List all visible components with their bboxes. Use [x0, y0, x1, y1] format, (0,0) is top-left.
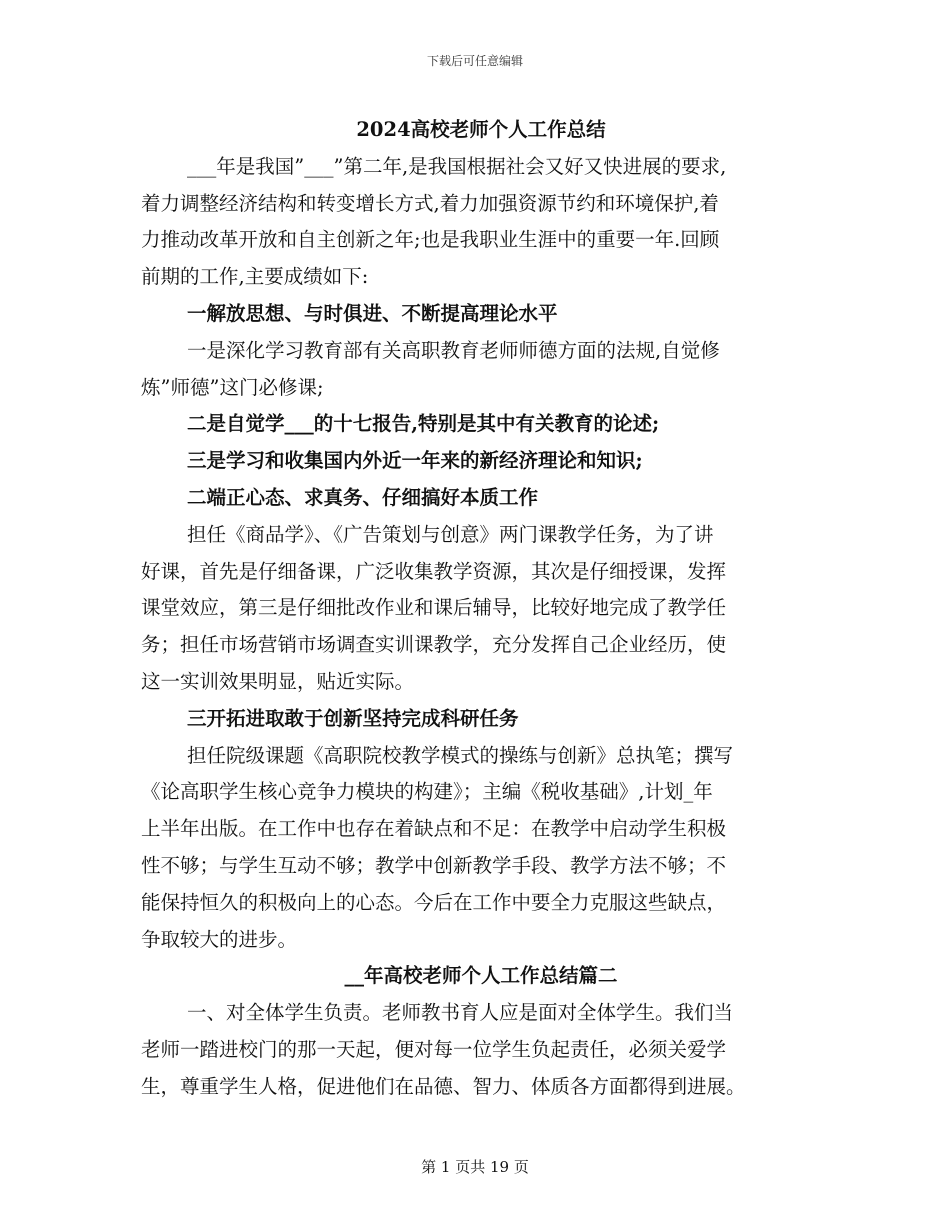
text-line: 一、对全体学生负责。老师教书育人应是面对全体学生。我们当 — [187, 1001, 734, 1025]
text-line: 争取较大的进步。 — [141, 927, 298, 951]
text-line: ___年是我国”___”第二年,是我国根据社会又好又快进展的要求, — [187, 154, 727, 178]
text-line: 担任《商品学》、《广告策划与创意》两门课教学任务，为了讲 — [187, 522, 714, 546]
text-line: 这一实训效果明显，贴近实际。 — [141, 669, 415, 693]
section-heading-line: 二是自觉学___的十七报告,特别是其中有关教育的论述; — [187, 412, 660, 436]
text-line: 务；担任市场营销市场调查实训课教学，充分发挥自己企业经历，使 — [141, 633, 727, 657]
text-line: 担任院级课题《高职院校教学模式的操练与创新》总执笔；撰写 — [187, 743, 734, 767]
text-line: 性不够；与学生互动不够；教学中创新教学手段、教学方法不够；不 — [141, 853, 727, 877]
section-1-paragraphs — [141, 149, 821, 959]
text-line: 课堂效应，第三是仔细批改作业和课后辅导，比较好地完成了教学任 — [141, 596, 727, 620]
section-heading-line: 二端正心态、求真务、仔细搞好本质工作 — [187, 485, 539, 509]
text-line: 前期的工作,主要成绩如下: — [141, 265, 369, 289]
text-line: 上半年出版。在工作中也存在着缺点和不足：在教学中启动学生积极 — [141, 817, 727, 841]
text-line: 老师一踏进校门的那一天起，便对每一位学生负起责任，必须关爱学 — [141, 1037, 727, 1061]
section-2-paragraphs — [141, 995, 821, 1105]
text-line: 着力调整经济结构和转变增长方式,着力加强资源节约和环境保护,着 — [141, 191, 719, 215]
text-line: 炼”师德”这门必修课; — [141, 375, 324, 399]
page-number-label: 第 1 页共 19 页 — [421, 1158, 529, 1176]
section-heading-line: 三开拓进取敢于创新坚持完成科研任务 — [187, 706, 519, 730]
page-header-note: 下载后可任意编辑 — [426, 54, 523, 68]
section-heading-line: 三是学习和收集国内外近一年来的新经济理论和知识; — [187, 449, 643, 473]
text-line: 《论高职学生核心竞争力模块的构建》；主编《税收基础》,计划_年 — [141, 780, 713, 804]
page-footer — [0, 1156, 950, 1177]
text-line: 力推动改革开放和自主创新之年;也是我职业生涯中的重要一年.回顾 — [141, 228, 720, 252]
document-title: 2024高校老师个人工作总结 — [356, 118, 606, 141]
section-heading-line: 一解放思想、与时俱进、不断提高理论水平 — [187, 301, 558, 325]
text-line: 能保持恒久的积极向上的心态。今后在工作中要全力克服这些缺点， — [141, 890, 727, 914]
text-line: 一是深化学习教育部有关高职教育老师师德方面的法规,自觉修 — [187, 338, 720, 362]
document-body — [141, 112, 821, 1106]
section-2-title: __年高校老师个人工作总结篇二 — [344, 964, 618, 988]
text-line: 生，尊重学生人格，促进他们在品德、智力、体质各方面都得到进展。 — [141, 1074, 746, 1098]
text-line: 好课，首先是仔细备课，广泛收集教学资源，其次是仔细授课，发挥 — [141, 559, 727, 583]
